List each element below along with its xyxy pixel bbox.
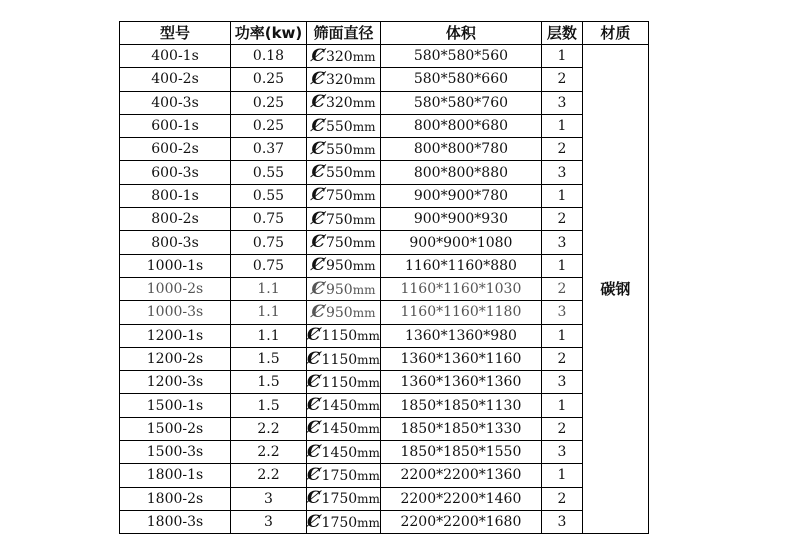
table-row bbox=[120, 277, 649, 300]
layers-cell: 1 bbox=[541, 184, 582, 207]
volume-cell: 900*900*1080 bbox=[380, 231, 541, 254]
diameter-unit: mm bbox=[357, 329, 380, 344]
table-row bbox=[120, 347, 649, 370]
volume-cell: 1360*1360*1360 bbox=[380, 371, 541, 394]
diameter-value: 750 bbox=[325, 211, 353, 228]
model-cell: 1000-1s bbox=[120, 254, 231, 277]
diameter-unit: mm bbox=[352, 166, 376, 181]
layers-cell: 3 bbox=[541, 510, 582, 533]
diameter-unit: mm bbox=[357, 399, 380, 414]
power-cell: 0.75 bbox=[231, 208, 307, 231]
diameter-cell bbox=[307, 347, 381, 370]
table-row bbox=[120, 464, 649, 487]
diameter-symbol: Ȼ bbox=[307, 348, 321, 369]
diameter-symbol: Ȼ bbox=[311, 185, 325, 206]
table-row bbox=[120, 91, 649, 114]
header-model: 型号 bbox=[120, 22, 231, 45]
model-cell: 1000-3s bbox=[120, 301, 231, 324]
power-cell: 0.37 bbox=[231, 138, 307, 161]
diameter-cell bbox=[307, 161, 381, 184]
diameter-unit: mm bbox=[357, 352, 380, 367]
power-cell: 2.2 bbox=[231, 464, 307, 487]
volume-cell: 800*800*880 bbox=[380, 161, 541, 184]
power-cell: 0.55 bbox=[231, 184, 307, 207]
model-cell: 600-2s bbox=[120, 138, 231, 161]
table-row bbox=[120, 510, 649, 533]
spec-table bbox=[119, 21, 649, 534]
model-cell: 1200-3s bbox=[120, 371, 231, 394]
diameter-symbol: Ȼ bbox=[311, 208, 325, 229]
volume-cell: 2200*2200*1680 bbox=[380, 510, 541, 533]
diameter-cell bbox=[307, 324, 381, 347]
table-row bbox=[120, 394, 649, 417]
diameter-unit: mm bbox=[352, 236, 376, 251]
layers-cell: 1 bbox=[541, 464, 582, 487]
diameter-value: 750 bbox=[325, 235, 353, 252]
table-row bbox=[120, 301, 649, 324]
volume-cell: 2200*2200*1360 bbox=[380, 464, 541, 487]
layers-cell: 1 bbox=[541, 324, 582, 347]
diameter-cell bbox=[307, 510, 381, 533]
diameter-cell bbox=[307, 464, 381, 487]
volume-cell: 1160*1160*1030 bbox=[380, 277, 541, 300]
model-cell: 600-3s bbox=[120, 161, 231, 184]
diameter-value: 950 bbox=[325, 258, 353, 275]
diameter-unit: mm bbox=[352, 282, 376, 297]
layers-cell: 2 bbox=[541, 138, 582, 161]
model-cell: 800-2s bbox=[120, 208, 231, 231]
model-cell: 1500-2s bbox=[120, 417, 231, 440]
model-cell: 1200-2s bbox=[120, 347, 231, 370]
header-diameter: 筛面直径 bbox=[307, 22, 381, 45]
diameter-symbol: Ȼ bbox=[311, 162, 325, 183]
volume-cell: 2200*2200*1460 bbox=[380, 487, 541, 510]
power-cell: 2.2 bbox=[231, 417, 307, 440]
diameter-symbol: Ȼ bbox=[311, 301, 325, 322]
model-cell: 400-2s bbox=[120, 68, 231, 91]
model-cell: 400-1s bbox=[120, 45, 231, 68]
spec-table-body bbox=[120, 45, 649, 534]
model-cell: 1800-2s bbox=[120, 487, 231, 510]
layers-cell: 2 bbox=[541, 68, 582, 91]
power-cell: 1.5 bbox=[231, 347, 307, 370]
power-cell: 3 bbox=[231, 487, 307, 510]
diameter-value: 320 bbox=[325, 48, 353, 65]
diameter-value: 950 bbox=[325, 304, 353, 321]
power-cell: 1.1 bbox=[231, 324, 307, 347]
diameter-symbol: Ȼ bbox=[311, 255, 325, 276]
diameter-value: 1450 bbox=[321, 421, 358, 438]
diameter-symbol: Ȼ bbox=[311, 92, 325, 113]
diameter-symbol: Ȼ bbox=[311, 278, 325, 299]
diameter-cell bbox=[307, 91, 381, 114]
diameter-cell bbox=[307, 301, 381, 324]
power-cell: 0.25 bbox=[231, 114, 307, 137]
diameter-cell bbox=[307, 417, 381, 440]
power-cell: 0.75 bbox=[231, 231, 307, 254]
diameter-unit: mm bbox=[357, 468, 380, 483]
power-cell: 2.2 bbox=[231, 441, 307, 464]
header-layers: 层数 bbox=[541, 22, 582, 45]
volume-cell: 580*580*560 bbox=[380, 45, 541, 68]
volume-cell: 1850*1850*1130 bbox=[380, 394, 541, 417]
diameter-cell bbox=[307, 138, 381, 161]
power-cell: 1.5 bbox=[231, 371, 307, 394]
diameter-symbol: Ȼ bbox=[307, 418, 321, 439]
diameter-symbol: Ȼ bbox=[307, 464, 321, 485]
model-cell: 800-1s bbox=[120, 184, 231, 207]
diameter-cell bbox=[307, 184, 381, 207]
table-row bbox=[120, 208, 649, 231]
layers-cell: 2 bbox=[541, 417, 582, 440]
diameter-value: 750 bbox=[325, 188, 353, 205]
diameter-unit: mm bbox=[352, 96, 376, 111]
layers-cell: 3 bbox=[541, 91, 582, 114]
model-cell: 1800-3s bbox=[120, 510, 231, 533]
table-row bbox=[120, 161, 649, 184]
power-cell: 1.1 bbox=[231, 277, 307, 300]
diameter-cell bbox=[307, 68, 381, 91]
layers-cell: 2 bbox=[541, 487, 582, 510]
diameter-unit: mm bbox=[352, 142, 376, 157]
header-row bbox=[120, 22, 649, 45]
diameter-unit: mm bbox=[352, 119, 376, 134]
table-row bbox=[120, 254, 649, 277]
diameter-unit: mm bbox=[352, 259, 376, 274]
layers-cell: 1 bbox=[541, 394, 582, 417]
diameter-value: 550 bbox=[325, 118, 353, 135]
table-row bbox=[120, 45, 649, 68]
model-cell: 800-3s bbox=[120, 231, 231, 254]
diameter-unit: mm bbox=[357, 375, 380, 390]
table-row bbox=[120, 441, 649, 464]
diameter-cell bbox=[307, 45, 381, 68]
diameter-symbol: Ȼ bbox=[311, 115, 325, 136]
table-row bbox=[120, 138, 649, 161]
diameter-cell bbox=[307, 114, 381, 137]
diameter-symbol: Ȼ bbox=[311, 45, 325, 66]
diameter-unit: mm bbox=[357, 422, 380, 437]
model-cell: 1200-1s bbox=[120, 324, 231, 347]
layers-cell: 3 bbox=[541, 301, 582, 324]
diameter-value: 1750 bbox=[321, 491, 358, 508]
layers-cell: 2 bbox=[541, 277, 582, 300]
diameter-symbol: Ȼ bbox=[311, 138, 325, 159]
diameter-value: 950 bbox=[325, 281, 353, 298]
diameter-cell bbox=[307, 254, 381, 277]
power-cell: 0.75 bbox=[231, 254, 307, 277]
power-cell: 0.25 bbox=[231, 68, 307, 91]
volume-cell: 900*900*930 bbox=[380, 208, 541, 231]
diameter-value: 1150 bbox=[321, 374, 358, 391]
table-row bbox=[120, 68, 649, 91]
diameter-value: 1450 bbox=[321, 444, 358, 461]
layers-cell: 2 bbox=[541, 208, 582, 231]
model-cell: 1800-1s bbox=[120, 464, 231, 487]
diameter-cell bbox=[307, 277, 381, 300]
model-cell: 1500-1s bbox=[120, 394, 231, 417]
volume-cell: 1160*1160*880 bbox=[380, 254, 541, 277]
layers-cell: 1 bbox=[541, 254, 582, 277]
header-volume: 体积 bbox=[380, 22, 541, 45]
diameter-value: 1150 bbox=[321, 351, 358, 368]
diameter-cell bbox=[307, 441, 381, 464]
volume-cell: 900*900*780 bbox=[380, 184, 541, 207]
volume-cell: 1160*1160*1180 bbox=[380, 301, 541, 324]
diameter-value: 1750 bbox=[321, 514, 358, 531]
diameter-symbol: Ȼ bbox=[307, 488, 321, 509]
model-cell: 600-1s bbox=[120, 114, 231, 137]
table-row bbox=[120, 417, 649, 440]
power-cell: 0.18 bbox=[231, 45, 307, 68]
diameter-symbol: Ȼ bbox=[307, 441, 321, 462]
layers-cell: 1 bbox=[541, 114, 582, 137]
diameter-unit: mm bbox=[352, 72, 376, 87]
diameter-cell bbox=[307, 208, 381, 231]
diameter-unit: mm bbox=[357, 515, 380, 530]
diameter-symbol: Ȼ bbox=[311, 68, 325, 89]
volume-cell: 1360*1360*980 bbox=[380, 324, 541, 347]
diameter-value: 1450 bbox=[321, 398, 358, 415]
header-material: 材质 bbox=[582, 22, 648, 45]
model-cell: 1500-3s bbox=[120, 441, 231, 464]
diameter-value: 1150 bbox=[321, 328, 358, 345]
volume-cell: 1850*1850*1330 bbox=[380, 417, 541, 440]
model-cell: 1000-2s bbox=[120, 277, 231, 300]
table-row bbox=[120, 231, 649, 254]
diameter-unit: mm bbox=[352, 212, 376, 227]
diameter-symbol: Ȼ bbox=[311, 232, 325, 253]
diameter-unit: mm bbox=[352, 49, 376, 64]
table-row bbox=[120, 184, 649, 207]
diameter-value: 1750 bbox=[321, 467, 358, 484]
material-cell: 碳钢 bbox=[582, 45, 648, 534]
layers-cell: 1 bbox=[541, 45, 582, 68]
table-row bbox=[120, 114, 649, 137]
table-row bbox=[120, 371, 649, 394]
power-cell: 1.5 bbox=[231, 394, 307, 417]
power-cell: 3 bbox=[231, 510, 307, 533]
volume-cell: 580*580*660 bbox=[380, 68, 541, 91]
model-cell: 400-3s bbox=[120, 91, 231, 114]
diameter-value: 320 bbox=[325, 71, 353, 88]
volume-cell: 800*800*780 bbox=[380, 138, 541, 161]
diameter-symbol: Ȼ bbox=[307, 511, 321, 532]
diameter-unit: mm bbox=[357, 492, 380, 507]
diameter-value: 550 bbox=[325, 165, 353, 182]
layers-cell: 3 bbox=[541, 161, 582, 184]
layers-cell: 2 bbox=[541, 347, 582, 370]
power-cell: 0.25 bbox=[231, 91, 307, 114]
diameter-cell bbox=[307, 394, 381, 417]
layers-cell: 3 bbox=[541, 441, 582, 464]
table-row bbox=[120, 487, 649, 510]
volume-cell: 1850*1850*1550 bbox=[380, 441, 541, 464]
diameter-value: 320 bbox=[325, 95, 353, 112]
diameter-unit: mm bbox=[352, 189, 376, 204]
volume-cell: 580*580*760 bbox=[380, 91, 541, 114]
power-cell: 1.1 bbox=[231, 301, 307, 324]
diameter-symbol: Ȼ bbox=[307, 325, 321, 346]
table-row bbox=[120, 324, 649, 347]
layers-cell: 3 bbox=[541, 231, 582, 254]
diameter-symbol: Ȼ bbox=[307, 371, 321, 392]
diameter-unit: mm bbox=[357, 445, 380, 460]
volume-cell: 1360*1360*1160 bbox=[380, 347, 541, 370]
volume-cell: 800*800*680 bbox=[380, 114, 541, 137]
diameter-symbol: Ȼ bbox=[307, 395, 321, 416]
diameter-cell bbox=[307, 371, 381, 394]
diameter-value: 550 bbox=[325, 141, 353, 158]
header-power: 功率(kw) bbox=[231, 22, 307, 45]
diameter-unit: mm bbox=[352, 305, 376, 320]
power-cell: 0.55 bbox=[231, 161, 307, 184]
layers-cell: 3 bbox=[541, 371, 582, 394]
diameter-cell bbox=[307, 487, 381, 510]
diameter-cell bbox=[307, 231, 381, 254]
